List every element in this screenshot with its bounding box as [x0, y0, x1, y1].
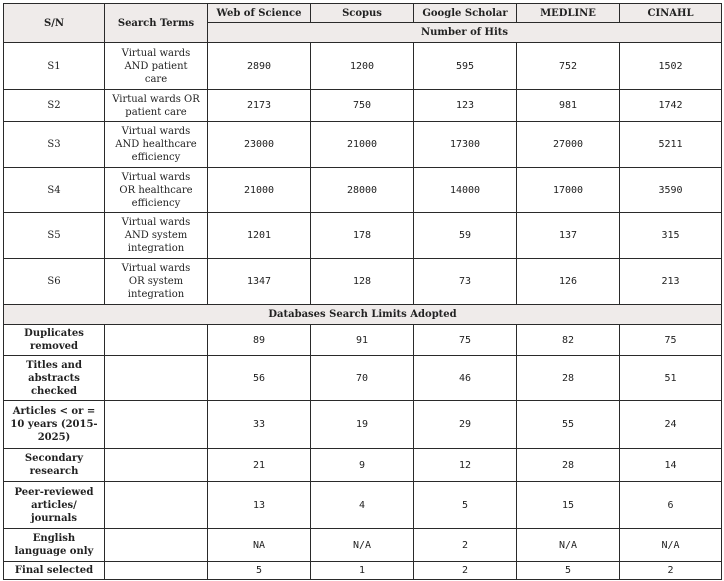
row-search-terms — [105, 259, 208, 305]
table-row — [4, 562, 722, 580]
cell-scopus: 28000 — [311, 168, 414, 213]
cell-scopus: 1200 — [311, 43, 414, 90]
empty-cell — [105, 356, 208, 401]
cell-scopus: 4 — [311, 482, 414, 529]
table-row — [4, 90, 722, 122]
cell-scopus: 70 — [311, 356, 414, 401]
cell-cinahl: 51 — [620, 356, 722, 401]
table-row — [4, 356, 722, 401]
cell-medline: 28 — [517, 356, 620, 401]
limits-section-title: Databases Search Limits Adopted — [4, 305, 722, 325]
cell-medline: 5 — [517, 562, 620, 580]
cell-scopus: 750 — [311, 90, 414, 122]
row-label: Final selected — [4, 562, 105, 580]
cell-web-of-science: 2890 — [208, 43, 311, 90]
terms-text: Virtual wards AND patient care — [121, 47, 191, 85]
cell-cinahl: 1502 — [620, 43, 722, 90]
row-label — [4, 529, 105, 562]
empty-cell — [105, 482, 208, 529]
row-label — [4, 482, 105, 529]
row-sn: S6 — [4, 259, 105, 305]
cell-medline: 55 — [517, 401, 620, 449]
cell-medline: 752 — [517, 43, 620, 90]
row-sn: S2 — [4, 90, 105, 122]
cell-cinahl: 213 — [620, 259, 722, 305]
cell-google-scholar: 73 — [414, 259, 517, 305]
header-scopus: Scopus — [311, 4, 414, 23]
cell-medline: 15 — [517, 482, 620, 529]
terms-text: Virtual wards AND healthcare efficiency — [115, 126, 197, 163]
cell-medline: 28 — [517, 449, 620, 482]
label-text: Duplicates removed — [24, 328, 84, 352]
row-sn: S5 — [4, 213, 105, 259]
header-search-terms: Search Terms — [105, 4, 208, 43]
row-label — [4, 449, 105, 482]
limits-section-row — [4, 305, 722, 325]
table-row — [4, 529, 722, 562]
table-row — [4, 449, 722, 482]
header-row — [4, 4, 722, 23]
row-sn: S3 — [4, 122, 105, 168]
cell-cinahl: N/A — [620, 529, 722, 562]
table-row — [4, 43, 722, 90]
empty-cell — [105, 562, 208, 580]
cell-web-of-science: NA — [208, 529, 311, 562]
row-label — [4, 401, 105, 449]
cell-cinahl: 2 — [620, 562, 722, 580]
row-search-terms — [105, 168, 208, 213]
row-search-terms — [105, 90, 208, 122]
table-row — [4, 325, 722, 356]
header-google-scholar: Google Scholar — [414, 4, 517, 23]
cell-google-scholar: 46 — [414, 356, 517, 401]
cell-medline: 126 — [517, 259, 620, 305]
header-medline: MEDLINE — [517, 4, 620, 23]
empty-cell — [105, 325, 208, 356]
header-web-of-science: Web of Science — [208, 4, 311, 23]
cell-web-of-science: 21000 — [208, 168, 311, 213]
cell-cinahl: 14 — [620, 449, 722, 482]
table-row — [4, 168, 722, 213]
cell-scopus: 91 — [311, 325, 414, 356]
cell-scopus: 178 — [311, 213, 414, 259]
cell-web-of-science: 23000 — [208, 122, 311, 168]
label-text: Articles < or = 10 years (2015-2025) — [10, 406, 98, 443]
table-row — [4, 259, 722, 305]
cell-scopus: 19 — [311, 401, 414, 449]
label-text: Secondary research — [24, 453, 84, 477]
cell-google-scholar: 2 — [414, 562, 517, 580]
cell-google-scholar: 75 — [414, 325, 517, 356]
label-text: English language only — [14, 533, 94, 557]
cell-medline: 137 — [517, 213, 620, 259]
cell-web-of-science: 5 — [208, 562, 311, 580]
header-sn: S/N — [4, 4, 105, 43]
cell-medline: 17000 — [517, 168, 620, 213]
cell-google-scholar: 14000 — [414, 168, 517, 213]
cell-google-scholar: 17300 — [414, 122, 517, 168]
cell-cinahl: 3590 — [620, 168, 722, 213]
row-search-terms — [105, 122, 208, 168]
terms-text: Virtual wards AND system integration — [121, 217, 191, 254]
cell-google-scholar: 12 — [414, 449, 517, 482]
label-text: Titles and abstracts checked — [26, 359, 82, 397]
cell-medline: 82 — [517, 325, 620, 356]
search-results-table — [3, 3, 722, 580]
cell-web-of-science: 1347 — [208, 259, 311, 305]
row-label — [4, 325, 105, 356]
cell-medline: 981 — [517, 90, 620, 122]
cell-google-scholar: 29 — [414, 401, 517, 449]
cell-scopus: N/A — [311, 529, 414, 562]
table-row — [4, 122, 722, 168]
row-sn: S1 — [4, 43, 105, 90]
cell-web-of-science: 1201 — [208, 213, 311, 259]
terms-text: Virtual wards OR patient care — [112, 93, 200, 118]
cell-medline: 27000 — [517, 122, 620, 168]
cell-cinahl: 75 — [620, 325, 722, 356]
cell-scopus: 1 — [311, 562, 414, 580]
label-text: Peer-reviewed articles/ journals — [14, 486, 94, 524]
cell-google-scholar: 59 — [414, 213, 517, 259]
cell-web-of-science: 2173 — [208, 90, 311, 122]
empty-cell — [105, 449, 208, 482]
row-search-terms — [105, 43, 208, 90]
cell-web-of-science: 56 — [208, 356, 311, 401]
cell-cinahl: 1742 — [620, 90, 722, 122]
cell-google-scholar: 123 — [414, 90, 517, 122]
header-cinahl: CINAHL — [620, 4, 722, 23]
cell-web-of-science: 89 — [208, 325, 311, 356]
table-row — [4, 213, 722, 259]
cell-scopus: 21000 — [311, 122, 414, 168]
cell-cinahl: 5211 — [620, 122, 722, 168]
table-row — [4, 401, 722, 449]
empty-cell — [105, 529, 208, 562]
cell-web-of-science: 21 — [208, 449, 311, 482]
hits-section-title: Number of Hits — [208, 23, 722, 43]
cell-scopus: 9 — [311, 449, 414, 482]
terms-text: Virtual wards OR healthcare efficiency — [119, 171, 193, 209]
row-search-terms — [105, 213, 208, 259]
cell-web-of-science: 13 — [208, 482, 311, 529]
cell-cinahl: 315 — [620, 213, 722, 259]
cell-scopus: 128 — [311, 259, 414, 305]
table-row — [4, 482, 722, 529]
cell-web-of-science: 33 — [208, 401, 311, 449]
terms-text: Virtual wards OR system integration — [121, 263, 191, 300]
cell-google-scholar: 595 — [414, 43, 517, 90]
cell-medline: N/A — [517, 529, 620, 562]
cell-cinahl: 24 — [620, 401, 722, 449]
row-sn: S4 — [4, 168, 105, 213]
cell-google-scholar: 2 — [414, 529, 517, 562]
row-label — [4, 356, 105, 401]
empty-cell — [105, 401, 208, 449]
cell-cinahl: 6 — [620, 482, 722, 529]
cell-google-scholar: 5 — [414, 482, 517, 529]
